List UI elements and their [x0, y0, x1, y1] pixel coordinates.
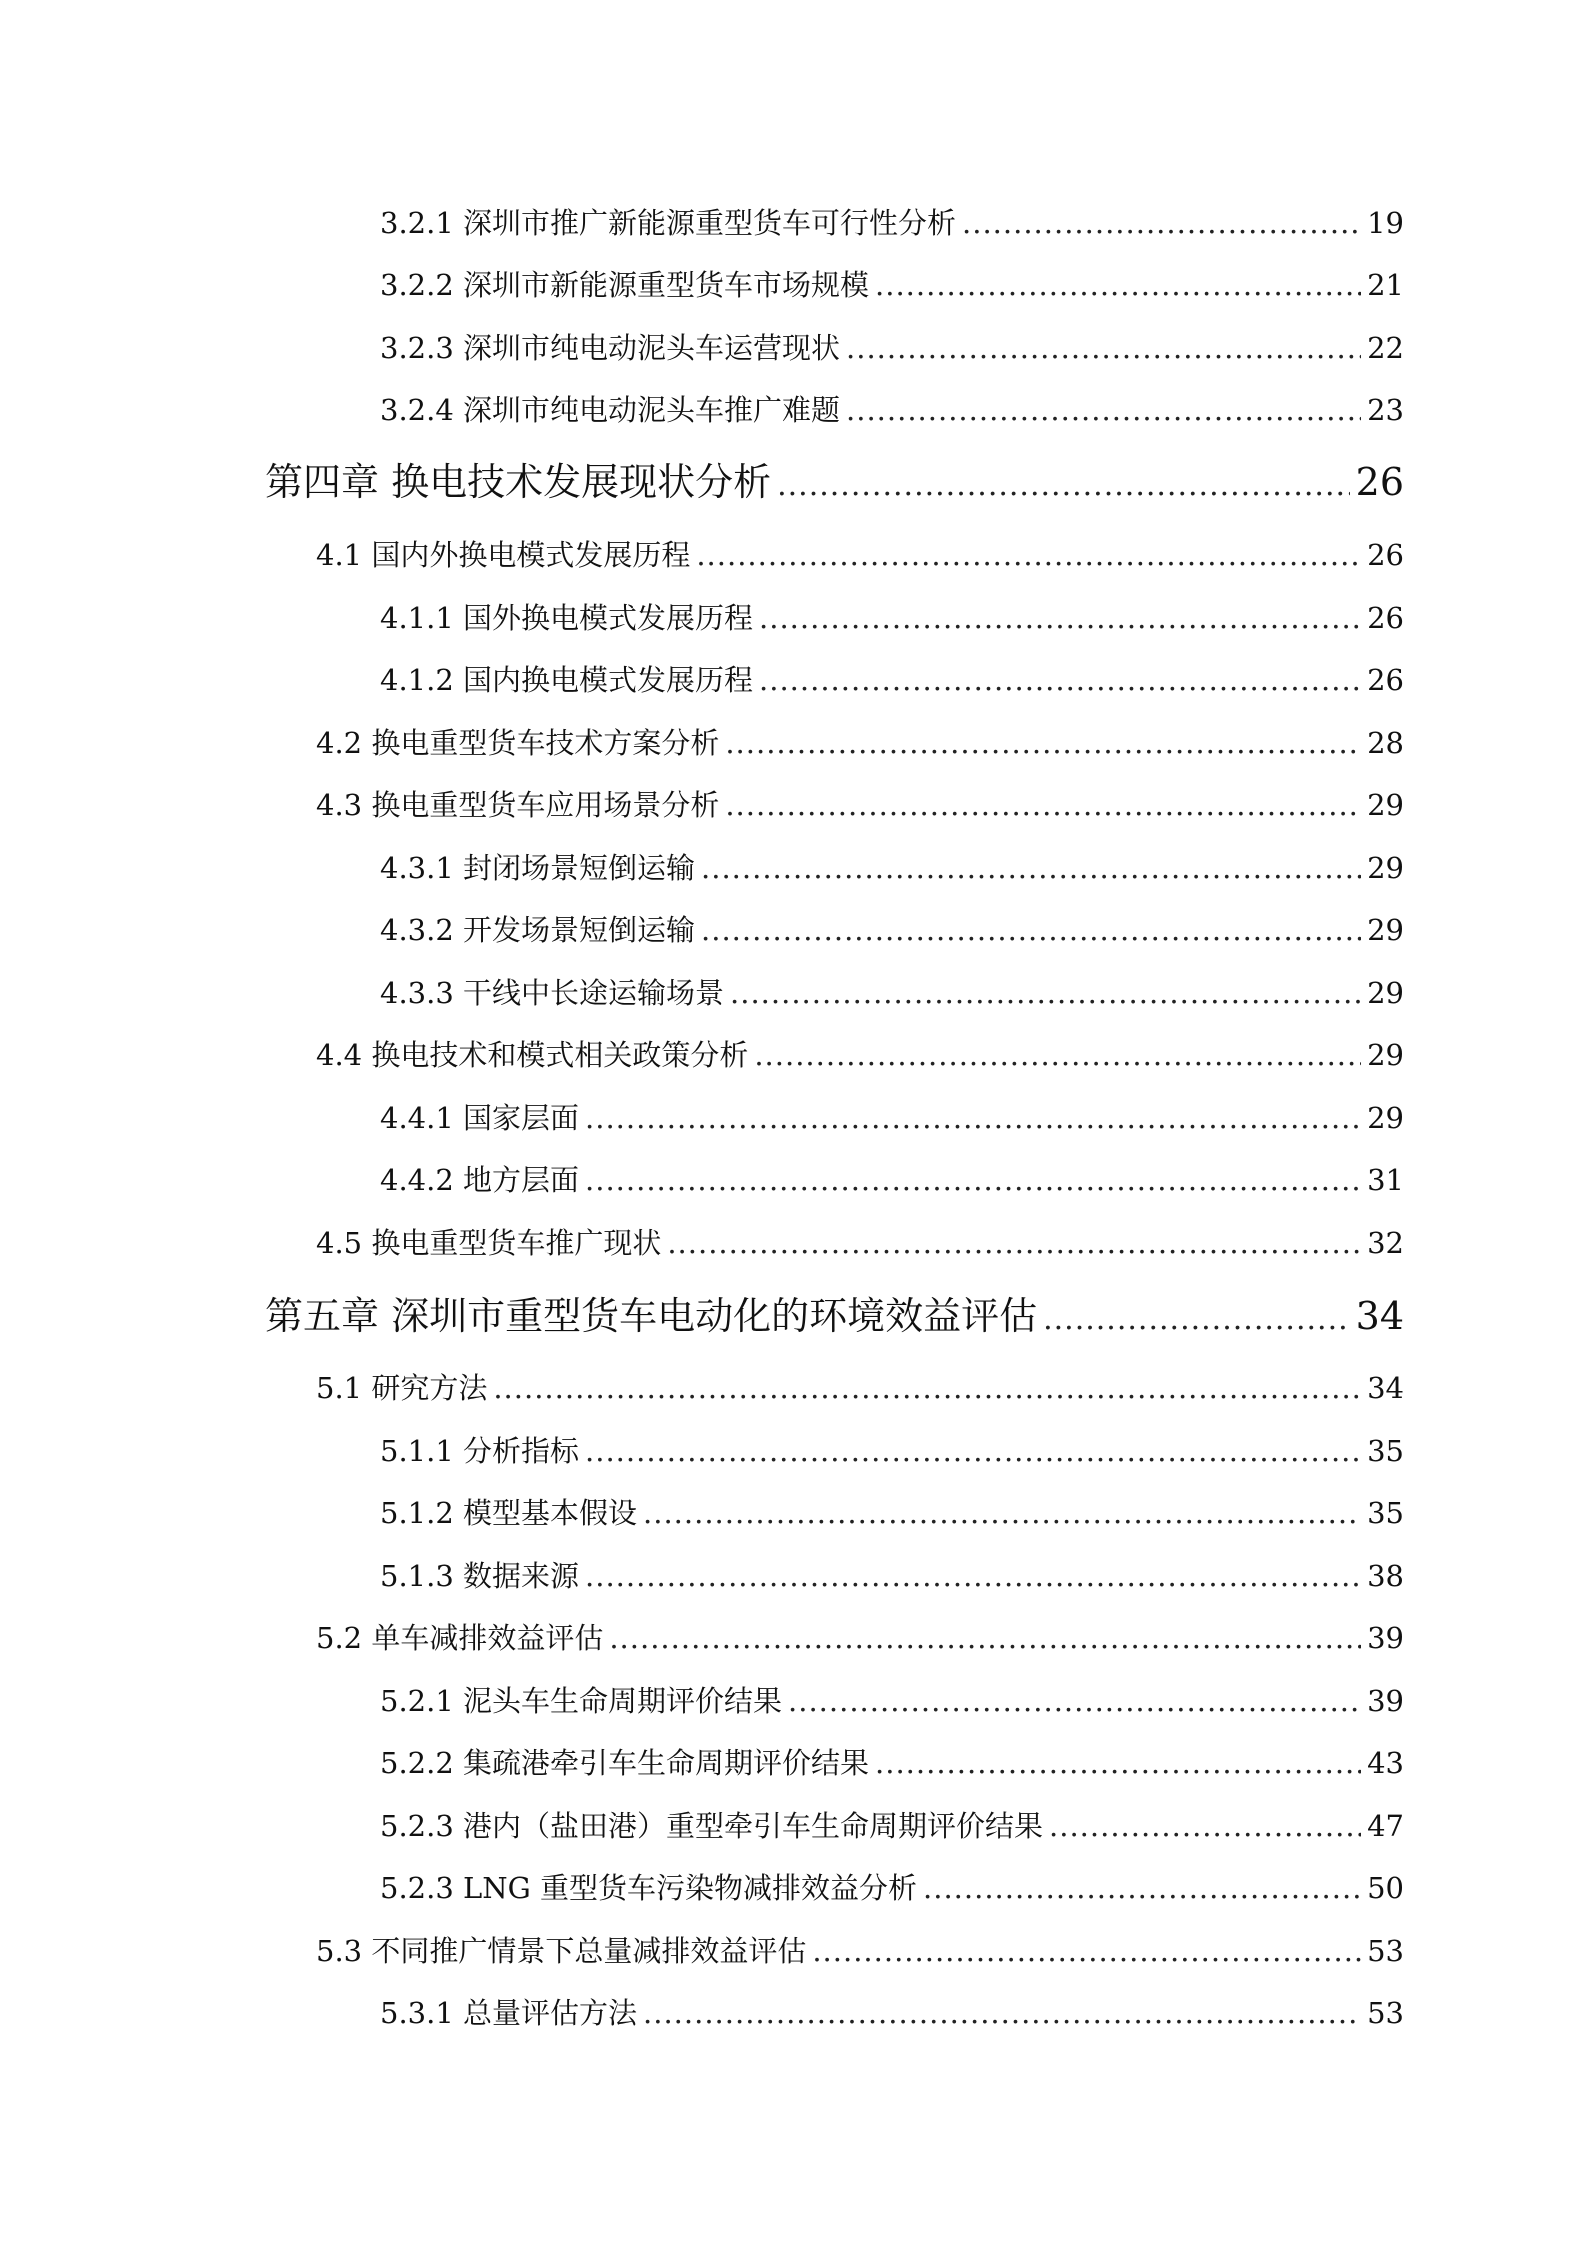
toc-entry-title: 5.2.1 泥头车生命周期评价结果	[380, 1684, 783, 1718]
toc-entry[interactable]	[380, 206, 1404, 240]
dot-leader	[725, 729, 1361, 758]
dot-leader	[846, 396, 1361, 425]
dot-leader	[875, 1749, 1361, 1778]
toc-entry[interactable]	[380, 1496, 1404, 1530]
toc-entry-title: 4.1.1 国外换电模式发展历程	[380, 601, 754, 635]
toc-entry-title: 4.4.1 国家层面	[380, 1101, 580, 1135]
dot-leader	[585, 1166, 1361, 1195]
toc-entry[interactable]	[380, 976, 1404, 1010]
toc-entry-page: 29	[1367, 1101, 1404, 1135]
toc-entry-title: 4.3.1 封闭场景短倒运输	[380, 851, 696, 885]
toc-entry[interactable]	[316, 1038, 1404, 1072]
dot-leader	[696, 541, 1361, 570]
dot-leader	[609, 1624, 1361, 1653]
dot-leader	[585, 1437, 1361, 1466]
toc-entry-title: 5.3 不同推广情景下总量减排效益评估	[316, 1934, 807, 1968]
dot-leader	[730, 979, 1361, 1008]
dot-leader	[1049, 1812, 1361, 1841]
toc-entry-page: 53	[1367, 1934, 1404, 1968]
dot-leader	[759, 604, 1361, 633]
toc-entry[interactable]	[380, 851, 1404, 885]
toc-entry-page: 29	[1367, 1038, 1404, 1072]
dot-leader	[875, 271, 1361, 300]
toc-entry-page: 50	[1367, 1871, 1404, 1905]
toc-entry[interactable]	[380, 1996, 1404, 2030]
toc-entry-title: 第四章 换电技术发展现状分析	[265, 460, 772, 504]
toc-entry-title: 3.2.1 深圳市推广新能源重型货车可行性分析	[380, 206, 957, 240]
dot-leader	[493, 1374, 1361, 1403]
toc-entry-page: 26	[1367, 663, 1404, 697]
toc-chapter-entry[interactable]	[265, 460, 1404, 504]
dot-leader	[812, 1937, 1361, 1966]
toc-entry[interactable]	[380, 1434, 1404, 1468]
toc-entry[interactable]	[316, 538, 1404, 572]
toc-entry-title: 4.4 换电技术和模式相关政策分析	[316, 1038, 749, 1072]
toc-entry-page: 29	[1367, 788, 1404, 822]
toc-entry[interactable]	[380, 1871, 1404, 1905]
toc-entry-title: 4.3 换电重型货车应用场景分析	[316, 788, 720, 822]
toc-entry-page: 38	[1367, 1559, 1404, 1593]
toc-entry[interactable]	[380, 1684, 1404, 1718]
toc-entry-title: 5.1 研究方法	[316, 1371, 488, 1405]
toc-entry-title: 5.1.3 数据来源	[380, 1559, 580, 1593]
dot-leader	[701, 916, 1361, 945]
toc-entry-page: 26	[1367, 538, 1404, 572]
toc-entry-page: 28	[1367, 726, 1404, 760]
toc-entry-page: 53	[1367, 1996, 1404, 2030]
toc-entry-title: 5.2.2 集疏港牵引车生命周期评价结果	[380, 1746, 870, 1780]
dot-leader	[923, 1874, 1361, 1903]
toc-entry-title: 4.1.2 国内换电模式发展历程	[380, 663, 754, 697]
toc-entry-page: 34	[1355, 1294, 1404, 1338]
toc-entry-page: 29	[1367, 851, 1404, 885]
toc-entry[interactable]	[380, 601, 1404, 635]
dot-leader	[962, 209, 1361, 238]
toc-entry-page: 22	[1367, 331, 1404, 365]
toc-entry-title: 4.2 换电重型货车技术方案分析	[316, 726, 720, 760]
toc-entry[interactable]	[316, 726, 1404, 760]
toc-entry-title: 3.2.2 深圳市新能源重型货车市场规模	[380, 268, 870, 302]
toc-entry-title: 4.5 换电重型货车推广现状	[316, 1226, 662, 1260]
toc-entry[interactable]	[316, 1934, 1404, 1968]
toc-entry[interactable]	[380, 1163, 1404, 1197]
toc-entry-title: 3.2.4 深圳市纯电动泥头车推广难题	[380, 393, 841, 427]
toc-entry-title: 3.2.3 深圳市纯电动泥头车运营现状	[380, 331, 841, 365]
toc-entry[interactable]	[316, 1371, 1404, 1405]
toc-entry-page: 23	[1367, 393, 1404, 427]
toc-entry[interactable]	[380, 1809, 1404, 1843]
toc-entry-title: 第五章 深圳市重型货车电动化的环境效益评估	[265, 1294, 1038, 1338]
toc-entry-page: 35	[1367, 1496, 1404, 1530]
toc-entry-page: 43	[1367, 1746, 1404, 1780]
toc-entry[interactable]	[380, 913, 1404, 947]
toc-entry-title: 5.1.1 分析指标	[380, 1434, 580, 1468]
toc-entry[interactable]	[380, 1559, 1404, 1593]
toc-entry[interactable]	[380, 268, 1404, 302]
toc-entry-page: 19	[1367, 206, 1404, 240]
toc-entry-page: 26	[1367, 601, 1404, 635]
toc-entry[interactable]	[380, 663, 1404, 697]
dot-leader	[643, 1499, 1361, 1528]
toc-entry-page: 26	[1355, 460, 1404, 504]
toc-entry[interactable]	[316, 788, 1404, 822]
dot-leader	[585, 1562, 1361, 1591]
toc-entry-page: 47	[1367, 1809, 1404, 1843]
dot-leader	[846, 334, 1361, 363]
toc-entry-page: 34	[1367, 1371, 1404, 1405]
dot-leader	[643, 1999, 1361, 2028]
toc-entry-page: 29	[1367, 913, 1404, 947]
toc-entry-page: 35	[1367, 1434, 1404, 1468]
dot-leader	[759, 666, 1361, 695]
toc-entry-title: 5.2.3 LNG 重型货车污染物减排效益分析	[380, 1871, 918, 1905]
toc-entry-page: 32	[1367, 1226, 1404, 1260]
dot-leader	[1043, 1305, 1350, 1335]
toc-entry-title: 5.2.3 港内（盐田港）重型牵引车生命周期评价结果	[380, 1809, 1044, 1843]
toc-chapter-entry[interactable]	[265, 1294, 1404, 1338]
toc-entry-title: 5.1.2 模型基本假设	[380, 1496, 638, 1530]
toc-entry[interactable]	[380, 331, 1404, 365]
toc-entry-page: 21	[1367, 268, 1404, 302]
toc-entry-title: 5.2 单车减排效益评估	[316, 1621, 604, 1655]
toc-entry-title: 4.3.3 干线中长途运输场景	[380, 976, 725, 1010]
toc-entry[interactable]	[316, 1621, 1404, 1655]
toc-entry-title: 4.3.2 开发场景短倒运输	[380, 913, 696, 947]
toc-entry-page: 31	[1367, 1163, 1404, 1197]
dot-leader	[725, 791, 1361, 820]
dot-leader	[701, 854, 1361, 883]
dot-leader	[585, 1104, 1361, 1133]
toc-entry-page: 29	[1367, 976, 1404, 1010]
toc-entry[interactable]	[316, 1226, 1404, 1260]
toc-entry-title: 4.1 国内外换电模式发展历程	[316, 538, 691, 572]
toc-entry-page: 39	[1367, 1621, 1404, 1655]
toc-entry-title: 5.3.1 总量评估方法	[380, 1996, 638, 2030]
toc-entry[interactable]	[380, 1101, 1404, 1135]
dot-leader	[667, 1229, 1361, 1258]
dot-leader	[777, 471, 1350, 501]
toc-entry-title: 4.4.2 地方层面	[380, 1163, 580, 1197]
toc-entry[interactable]	[380, 1746, 1404, 1780]
dot-leader	[788, 1687, 1361, 1716]
toc-entry-page: 39	[1367, 1684, 1404, 1718]
toc-entry[interactable]	[380, 393, 1404, 427]
dot-leader	[754, 1041, 1361, 1070]
